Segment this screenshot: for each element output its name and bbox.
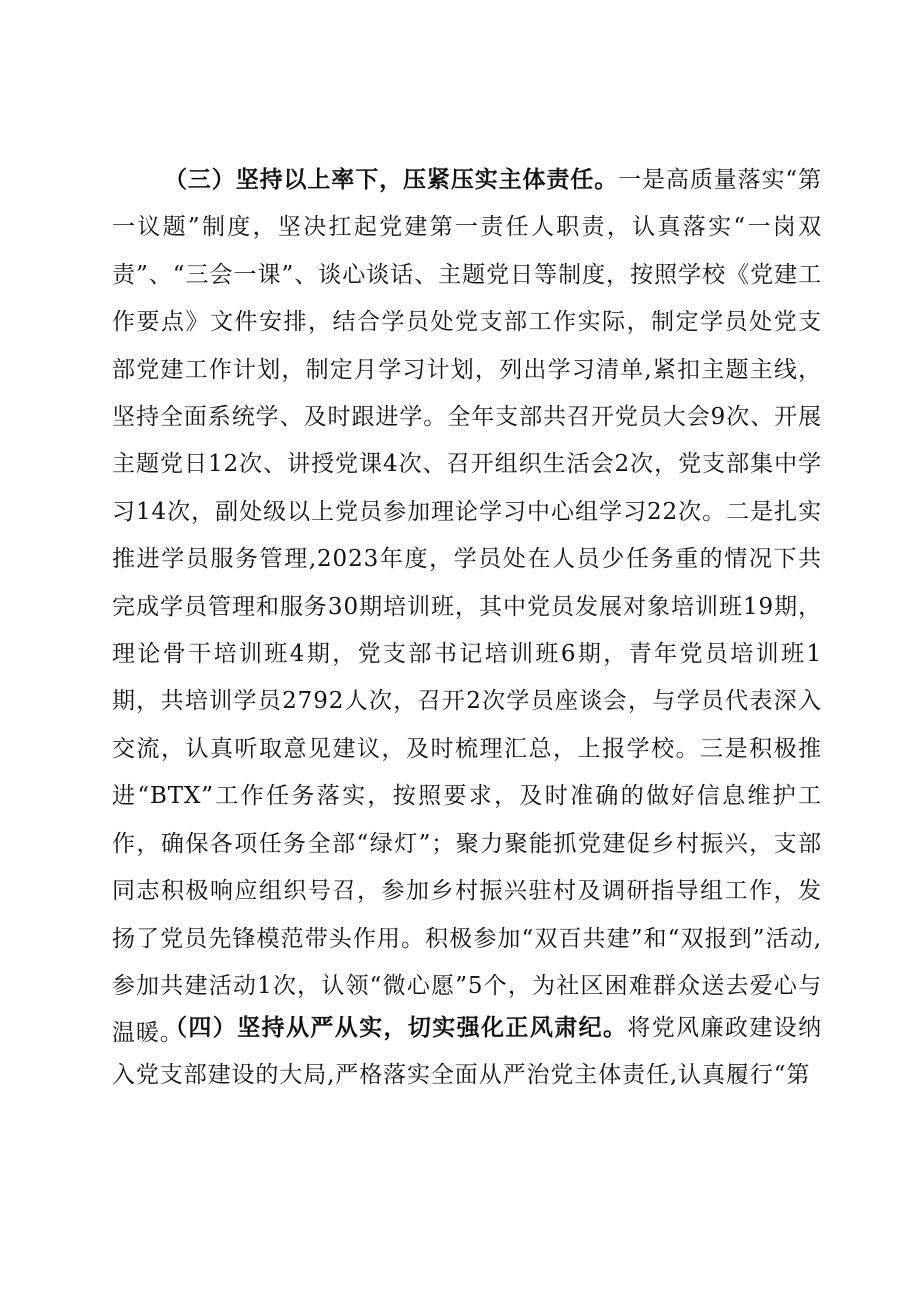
- section-4-heading: （四）坚持从严从实，切实强化正风肃纪。: [164, 1014, 628, 1041]
- section-4-body: 将党风廉政建设纳入党支部建设的大局,严格落实全面从严治党主体责任,认真履行“第: [112, 1015, 822, 1089]
- paragraph-section-3: [112, 156, 822, 1058]
- paragraph-section-4: [112, 1004, 822, 1100]
- section-3-body: 一是高质量落实“第一议题”制度，坚决扛起党建第一责任人职责，认真落实“一岗双责”、“三会一课”、谈心谈话、主题党日等制度，按照学校《党建工作要点》文件安排，结合学员处党支部工作实际，制定学员处党支部党建工作计划，制定月学习计划，列出学习清单,紧扣主题主线，坚持全面系统学、及时跟进学。全年支部共召开党员大会9次、开展主题党日12次、讲授党课4次、召开组织生活会2次，党支部集中学习14次，副处级以上党员参加理论学习中心组学习22次。二是扎实推进学员服务管理,2023年度，学员处在人员少任务重的情况下共完成学员管理和服务30期培训班，其中党员发展对象培训班19期，理论骨干培训班4期，党支部书记培训班6期，青年党员培训班1期，共培训学员2792人次，召开2次学员座谈会，与学员代表深入交流，认真听取意见建议，及时梳理汇总，上报学校。三是积极推进“BTX”工作任务落实，按照要求，及时准确的做好信息维护工作，确保各项任务全部“绿灯”；聚力聚能抓党建促乡村振兴，支部同志积极响应组织号召，参加乡村振兴驻村及调研指导组工作，发扬了党员先锋模范带头作用。积极参加“双百共建”和“双报到”活动,参加共建活动1次，认领“微心愿”5个，为社区困难群众送去爱心与温暖。: [112, 167, 822, 1047]
- section-3-heading: （三）坚持以上率下，压紧压实主体责任。: [164, 166, 619, 193]
